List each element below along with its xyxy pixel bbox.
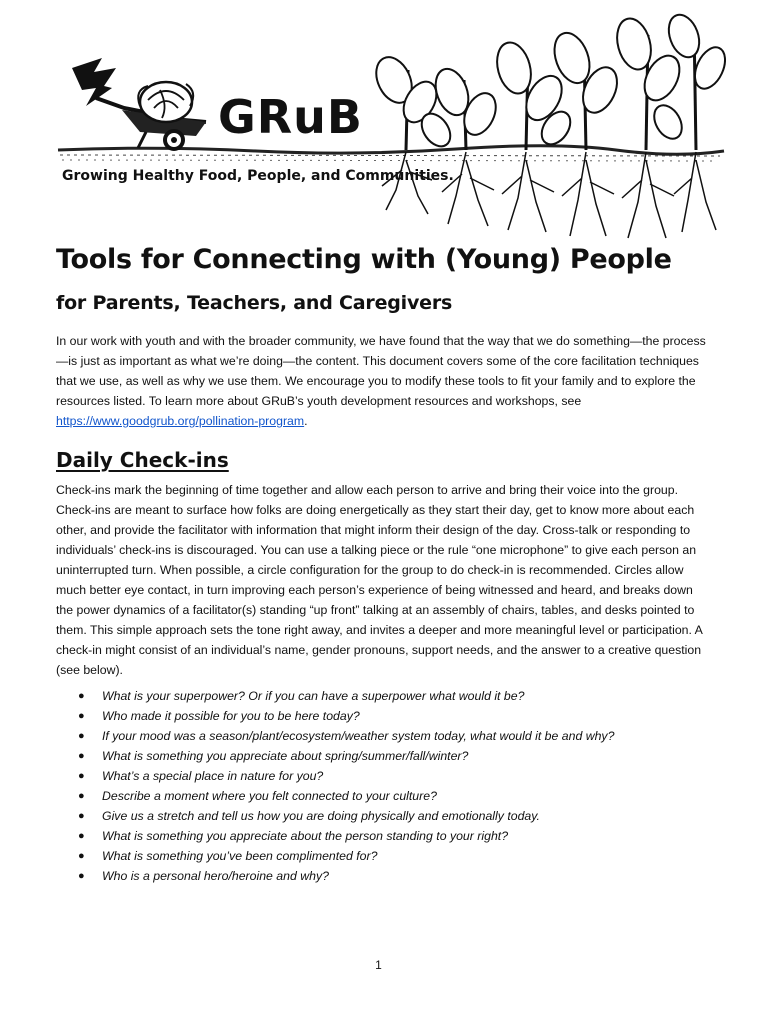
question-text: What’s a special place in nature for you?	[102, 769, 324, 783]
bullet-icon: ●	[78, 730, 85, 742]
question-text: Give us a stretch and tell us how you are doing physically and emotionally today.	[102, 809, 540, 823]
bullet-icon: ●	[78, 830, 85, 842]
brand-logo-text: GRuB	[218, 90, 363, 144]
list-item	[78, 806, 698, 826]
page-number: 1	[375, 958, 382, 972]
bullet-icon: ●	[78, 870, 85, 882]
pollination-program-link[interactable]: https://www.goodgrub.org/pollination-program	[56, 414, 305, 428]
question-text: Who is a personal hero/heroine and why?	[102, 869, 329, 883]
intro-paragraph	[56, 331, 706, 431]
plants-illustration	[369, 11, 726, 238]
bullet-icon: ●	[78, 790, 85, 802]
question-text: Describe a moment where you felt connected to your culture?	[102, 789, 437, 803]
list-item	[78, 826, 698, 846]
list-item	[78, 746, 698, 766]
lightning-icon	[72, 58, 116, 106]
checkin-questions-list	[78, 686, 698, 886]
page-title: Tools for Connecting with (Young) People	[56, 244, 672, 275]
list-item	[78, 726, 698, 746]
list-item	[78, 786, 698, 806]
list-item	[78, 706, 698, 726]
section-heading-daily-checkins: Daily Check-ins	[56, 448, 229, 472]
question-text: What is something you appreciate about the person standing to your right?	[102, 829, 509, 843]
list-item	[78, 846, 698, 866]
garden-illustration	[56, 10, 726, 242]
question-text: What is something you’ve been complimented for?	[102, 849, 378, 863]
page-subtitle: for Parents, Teachers, and Caregivers	[56, 292, 453, 314]
bullet-icon: ●	[78, 690, 85, 702]
question-text: Who made it possible for you to be here today?	[102, 709, 360, 723]
header-banner	[56, 10, 726, 242]
checkins-paragraph: Check-ins mark the beginning of time together and allow each person to arrive and bring their voice into the group. Check-ins are meant to surface how folks are doing energetically as they start their day, get to know more about each other, and provide the facilitator with information that might inform their design of the day. Cross-talk or responding to individuals’ check-ins is discouraged. You can use a talking piece or the rule “one microphone” to give each person an uninterrupted turn. When possible, a circle configuration for the group to do check-in is recommended. Circles allow much better eye contact, in turn improving each person’s experience of being witnessed and heard, and breaks down the power dynamics of a facilitator(s) standing “up front” talking at an assembly of chairs, tables, and desks pointed to them. This simple approach sets the tone right away, and invites a deeper and more meaningful level or participation. A check-in might consist of an individual’s name, gender pronouns, support needs, and the answer to a creative question (see below).	[56, 483, 703, 677]
bullet-icon: ●	[78, 710, 85, 722]
intro-text: In our work with youth and with the broader community, we have found that the way that we do something—the process—is just as important as what we’re doing—the content. This document covers some of the core facilitation techniques that we use, as well as why we use them. We encourage you to modify these tools to fit your family and to explore the resources listed. To learn more about GRuB’s youth development resources and workshops, see	[56, 334, 706, 408]
bullet-icon: ●	[78, 810, 85, 822]
question-text: If your mood was a season/plant/ecosystem/weather system today, what would it be and why?	[102, 729, 615, 743]
list-item	[78, 866, 698, 886]
question-text: What is your superpower? Or if you can have a superpower what would it be?	[102, 689, 525, 703]
list-item	[78, 686, 698, 706]
bullet-icon: ●	[78, 770, 85, 782]
bullet-icon: ●	[78, 750, 85, 762]
intro-end: .	[304, 414, 308, 428]
list-item	[78, 766, 698, 786]
question-text: What is something you appreciate about spring/summer/fall/winter?	[102, 749, 469, 763]
wheelbarrow-icon	[96, 82, 206, 149]
bullet-icon: ●	[78, 850, 85, 862]
tagline: Growing Healthy Food, People, and Communities.	[62, 168, 454, 184]
